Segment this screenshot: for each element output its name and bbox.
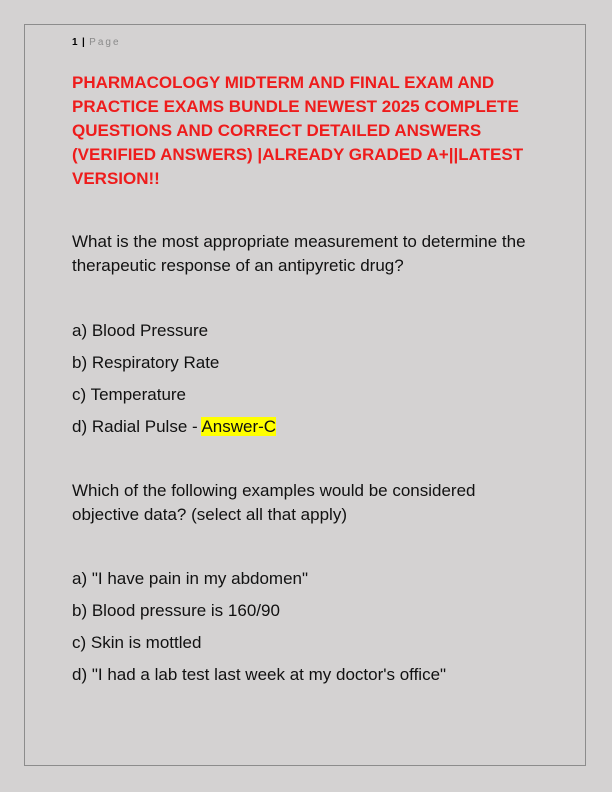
- question-1-options: [72, 319, 276, 447]
- option-text: c) Skin is mottled: [72, 633, 202, 652]
- list-item: [72, 567, 446, 599]
- list-item: [72, 319, 276, 351]
- list-item: [72, 663, 446, 695]
- question-1-text: What is the most appropriate measurement to determine the therapeutic response of an antipyretic drug?: [72, 232, 526, 275]
- page-number: 1: [72, 37, 78, 48]
- option-text: b) Respiratory Rate: [72, 353, 220, 372]
- option-text: c) Temperature: [72, 385, 187, 404]
- answer-highlight: Answer-C: [201, 417, 277, 436]
- option-text: d) Radial Pulse -: [72, 417, 202, 436]
- page-number-separator: |: [81, 37, 86, 48]
- list-item: [72, 351, 276, 383]
- document-title: PHARMACOLOGY MIDTERM AND FINAL EXAM AND PRACTICE EXAMS BUNDLE NEWEST 2025 COMPLETE QUESTIONS AND CORRECT DETAILED ANSWERS (VERIFIED ANSWERS) |ALREADY GRADED A+||LATEST VERSION!!: [72, 73, 524, 188]
- page-label: Page: [89, 37, 121, 48]
- list-item: [72, 599, 446, 631]
- list-item: [72, 415, 276, 447]
- option-text: a) "I have pain in my abdomen": [72, 569, 309, 588]
- list-item: [72, 383, 276, 415]
- option-text: b) Blood pressure is 160/90: [72, 601, 280, 620]
- option-text: d) "I had a lab test last week at my doctor's office": [72, 665, 447, 684]
- list-item: [72, 631, 446, 663]
- question-2-text: Which of the following examples would be considered objective data? (select all that apply): [72, 481, 476, 524]
- option-text: a) Blood Pressure: [72, 321, 209, 340]
- page-number-header: [72, 37, 121, 49]
- question-2-options: [72, 567, 446, 695]
